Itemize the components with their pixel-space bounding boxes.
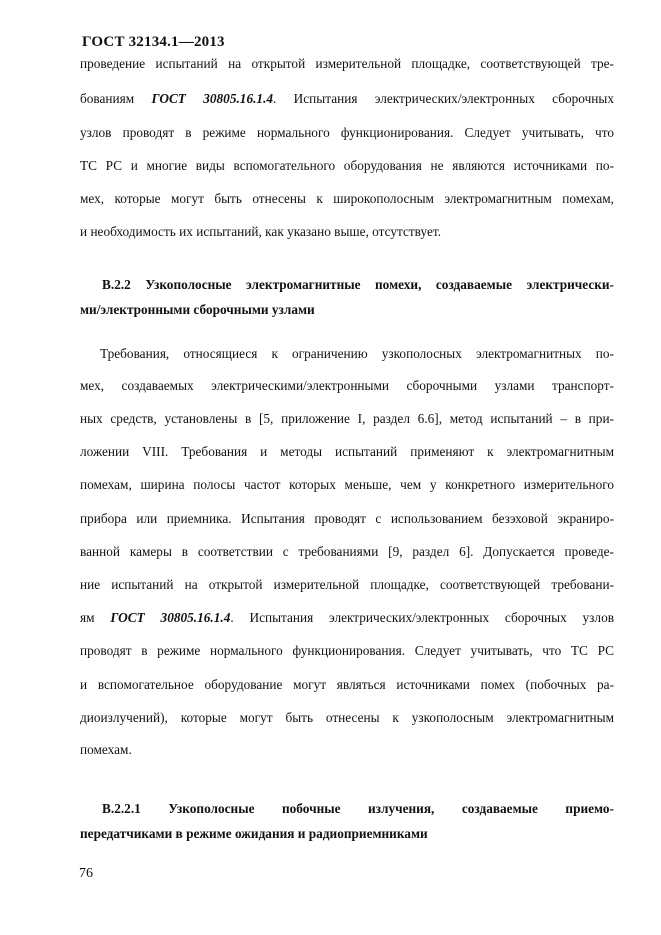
para2-line-10: проводят в режиме нормального функционирования. Следует учитывать, что ТС РС [80, 643, 614, 658]
para2-line-2: мех, создаваемых электрическими/электронными сборочными узлами транспорт- [80, 378, 614, 393]
section-heading-b221-line-2: передатчиками в режиме ожидания и радиоприемниками [80, 826, 428, 841]
para2-line-7: ванной камеры в соответствии с требованиями [9, раздел 6]. Допускается проведе- [80, 544, 614, 559]
para2-line-4: ложении VIII. Требования и методы испытаний применяют к электромагнитным [80, 444, 614, 459]
para2-line-6: прибора или приемника. Испытания проводят с использованием безэховой экраниро- [80, 511, 614, 526]
para2-line-11: и вспомогательное оборудование могут являться источниками помех (побочных ра- [80, 677, 614, 692]
para2-line-13: помехам. [80, 742, 132, 757]
para2-line-8: ние испытаний на открытой измерительной площадке, соответствующей требовани- [80, 577, 614, 592]
para1-line-4: ТС РС и многие виды вспомогательного оборудования не являются источниками по- [80, 158, 614, 173]
para1-line-3: узлов проводят в режиме нормального функционирования. Следует учитывать, что [80, 125, 614, 140]
para1-line-1: проведение испытаний на открытой измерительной площадке, соответствующей тре- [80, 56, 614, 71]
para2-line-3: ных средств, установлены в [5, приложение I, раздел 6.6], метод испытаний – в при- [80, 411, 614, 426]
section-heading-b221-line-1: В.2.2.1 Узкополосные побочные излучения, создаваемые приемо- [102, 801, 614, 816]
standard-reference: ГОСТ 30805.16.1.4 [110, 610, 231, 625]
section-heading-b22-line-2: ми/электронными сборочными узлами [80, 302, 315, 317]
para1-line-2: бованиям ГОСТ 30805.16.1.4. Испытания электрических/электронных сборочных [80, 91, 614, 106]
para1-line-6: и необходимость их испытаний, как указано выше, отсутствует. [80, 224, 442, 239]
para2-line-1: Требования, относящиеся к ограничению узкополосных электромагнитных по- [100, 346, 614, 361]
para1-line-5: мех, которые могут быть отнесены к широкополосным электромагнитным помехам, [80, 191, 614, 206]
para2-line-9: ям ГОСТ 30805.16.1.4. Испытания электрических/электронных сборочных узлов [80, 610, 614, 625]
page-number: 76 [79, 866, 93, 881]
para2-line-5: помехам, ширина полосы частот которых меньше, чем у конкретного измерительного [80, 477, 614, 492]
section-heading-b22-line-1: В.2.2 Узкополосные электромагнитные помехи, создаваемые электрически- [102, 277, 614, 292]
standard-reference: ГОСТ 30805.16.1.4 [151, 91, 274, 106]
document-header: ГОСТ 32134.1—2013 [82, 34, 225, 50]
para2-line-12: диоизлучений), которые могут быть отнесены к узкополосным электромагнитным [80, 710, 614, 725]
